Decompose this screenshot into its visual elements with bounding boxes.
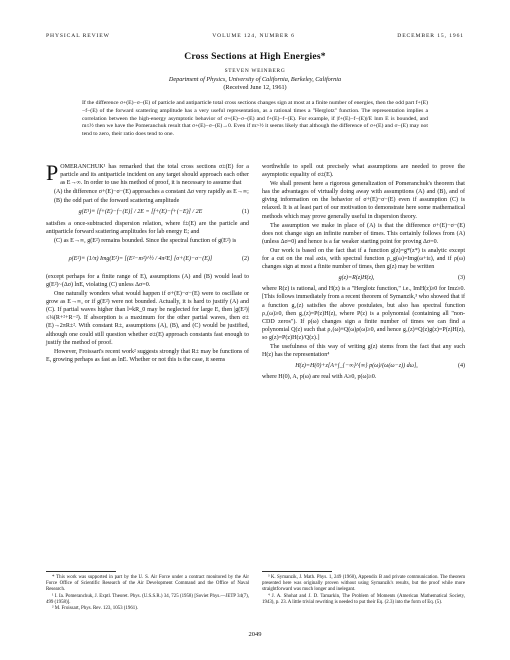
intro-text: OMERANCHUK¹ has remarked that the total cross sections σ±(E) for a particle and its antiparticle incident on any target should approach each other as E→∞. In order to use his method of proof, it is necessary to assume that: [60, 164, 249, 187]
equation-4-number: (4): [457, 363, 465, 370]
journal-name: PHYSICAL REVIEW: [46, 33, 110, 39]
equation-3-number: (3): [457, 275, 465, 282]
footnote-rule-right: [262, 571, 332, 572]
paragraph-assumption: The assumption we make in place of (A) is that the difference σ+(E)−σ−(E) does not change sign an infinite number of times. This certainly follows from (A) (unless Δσ=0) and hence is a far weaker starting point for proving Δσ=0.: [262, 222, 465, 245]
assumption-c: (C) as E→∞, g(E²) remains bounded. Since the spectral function of g(E²) is: [54, 237, 237, 244]
issue-date: DECEMBER 15, 1961: [397, 33, 464, 39]
footnote-rule-left: [46, 571, 116, 572]
equation-4-body: H(z)=H(0)+z[A+∫_{−∞}^{∞} p(ω)/(ω(ω−z)) dω],: [295, 363, 418, 370]
intro-paragraph: [46, 160, 249, 187]
paragraph-generalization: We shall present here a rigorous generalization of Pomeranchuk's theorem that has the advantages of virtually doing away with assumptions (A) and (B), and of giving information on the behavior of σ+(E)−σ−(E) even if assumption (C) is relaxed. It is at least part of our motivation to demonstrate here some mathematical methods which may prove generally useful in dispersion theory.: [262, 181, 465, 220]
volume-number: VOLUME 124, NUMBER 6: [212, 33, 295, 39]
received-date: (Received June 12, 1961): [223, 84, 287, 91]
author-name: STEVEN WEINBERG: [224, 68, 286, 74]
footnotes-left: [46, 575, 249, 612]
paragraph-froissart: However, Froissart's recent work² suggests strongly that R± may be functions of E, growing perhaps as fast as lnE. Whether or not this is the case, it seems: [46, 348, 249, 363]
left-column: [46, 160, 249, 365]
assumption-b: (B) the odd part of the forward scattering amplitude: [54, 198, 180, 205]
assumption-a: (A) the difference σ+(E)−σ−(E) approaches a constant Δσ very rapidly as E→∞;: [54, 189, 249, 196]
equation-1-body: g(E¹)≡ [f+(E)−f−(E)] / 2E = [f+(E)−f+(−E)] / 2E: [78, 209, 203, 216]
equation-1: [46, 208, 249, 216]
author-affiliation: Department of Physics, University of California, Berkeley, California: [168, 76, 342, 83]
running-head: [46, 33, 464, 39]
paragraph-analytic: Our work is based on the fact that if a function g(z)=g*(z*) is analytic except for a cut on the real axis, with spectral function ρ_g(ω)=Img(ω+iε), and if ρ(ω) changes sign at most a finite number of times, then g(z) may be written: [262, 247, 465, 271]
footnotes-right: [262, 575, 465, 606]
footnote: ² M. Froissart, Phys. Rev. 123, 1053 (1961).: [52, 606, 139, 612]
equation-4: [262, 362, 465, 370]
paragraph-continued: worthwhile to spell out precisely what assumptions are needed to prove the asymptotic equality of σ±(E).: [262, 164, 465, 179]
footnote: ⁴ J. A. Shohat and J. D. Tamarkin, The Problem of Moments (American Mathematical Society, 1943), p. 23. A little trivial rewriting is needed to put their Eq. (2.3) into the form of Eq. (5).: [262, 593, 465, 605]
page-number: 2049: [248, 631, 262, 638]
footnote: ³ K. Symanzik, J. Math. Phys. 1, 249 (1960), Appendix B and private communication. The theorem presented here was originally proven without using Symanzik's results, but the proof while more straightforward was much longer and inelegant.: [262, 575, 465, 593]
abstract: If the difference σ+(E)−σ−(E) of particle and antiparticle total cross sections changes sign at most at a finite number of energies, then the odd part f+(E)−f−(E) of the forward scattering amplitude has a very useful representation, as a rational times a "Herglotz" function. The representation implies a correlation between the high-energy asymptotic behavior of σ+(E)−σ−(E) and f+(E)−f−(E). For example, if |f+(E)−f−(E)|/E lnm E is bounded, and m≤½ then we have the Pomeranchuk result that σ+(E)−σ−(E)→0. Even if m>½ it seems likely that although the difference of σ+(E) and σ−(E) may not tend to zero, their ratio does tend to one.: [82, 100, 428, 138]
drop-cap: P: [46, 160, 59, 185]
paragraph-herglotz: where R(z) is rational, and H(z) is a "Herglotz function," i.e., ImH(z)≥0 for Imz≥0. [This follows immediately from a recent theorem of Symanzik,³ who showed that if a function g₁(z) satisfies the above postulates, but also has spectral function ρ₁(ω)≥0, then g₁(z)=P(z)H(z), where P(z) is a polynomial (containing all "non-CDD zeros"). If ρ(ω) changes sign a finite number of times we can find a polynomial Q(z) such that ρ₁(ω)≡Q(ω)ρ(ω)≥0, and hence g₁(z)≡Q(z)g(z)=P(z)H(z), so g(z)=P(z)H(z)/Q(z).]: [262, 286, 465, 341]
footnote: ¹ I. Ia. Pomeranchuk, J. Exptl. Theoret. Phys. (U.S.S.R.) 34, 725 (1958) [Soviet Phys.—JETP 34(7), 499 (1958)].: [46, 593, 249, 605]
equation-2-number: (2): [241, 255, 249, 262]
equation-2: [46, 248, 249, 270]
footnote: * This work was supported in part by the U. S. Air Force under a contract monitored by the Air Force Office of Scientific Research of the Air Development Command and the Office of Naval Research.: [46, 575, 249, 593]
equation-3-body: g(z)=R(z)H(z),: [338, 275, 375, 282]
paragraph-representation: The usefulness of this way of writing g(z) stems from the fact that any such H(z) has the representation⁴: [262, 343, 465, 359]
article-title: Cross Sections at High Energies*: [184, 51, 326, 62]
right-column: [262, 163, 465, 382]
paragraph-dispersion: satisfies a once-subtracted dispersion relation, where f±(E) are the particle and antiparticle forward scattering amplitudes for lab energy E; and: [46, 220, 249, 235]
paragraph-violation: (except perhaps for a finite range of E), assumptions (A) and (B) would lead to g(E²)~(Δσ) lnE, violating (C) unless Δσ=0.: [46, 273, 249, 288]
equation-2-body: ρ(E²)≡ (1/π) Img(E²)= [(E²−m²)^½ / 4π²E] [σ+(E)−σ−(E)]: [68, 255, 213, 262]
equation-1-number: (1): [241, 209, 249, 216]
paragraph-real: where H(0), A, p(ω) are real with A≥0, p(ω)≥0.: [262, 374, 377, 381]
equation-3: [262, 274, 465, 282]
paragraph-oscillation: One naturally wonders what would happen if σ+(E)−σ−(E) were to oscillate or grow as E→∞, or if g(E²) were not bounded. Actually, it is hard to justify (A) and (C). If partial waves higher than l≈kR_0 may be neglected for large E, then |g(E²)|≤¼(R+²+R−²). If absorption is a maximum for the other partial waves, then σ±(E)→2πR±². With constant R±, assumptions (A), (B), and (C) would be justified, although one could still question whether σ±(E) approach constants fast enough to justify the method of proof.: [46, 291, 249, 346]
